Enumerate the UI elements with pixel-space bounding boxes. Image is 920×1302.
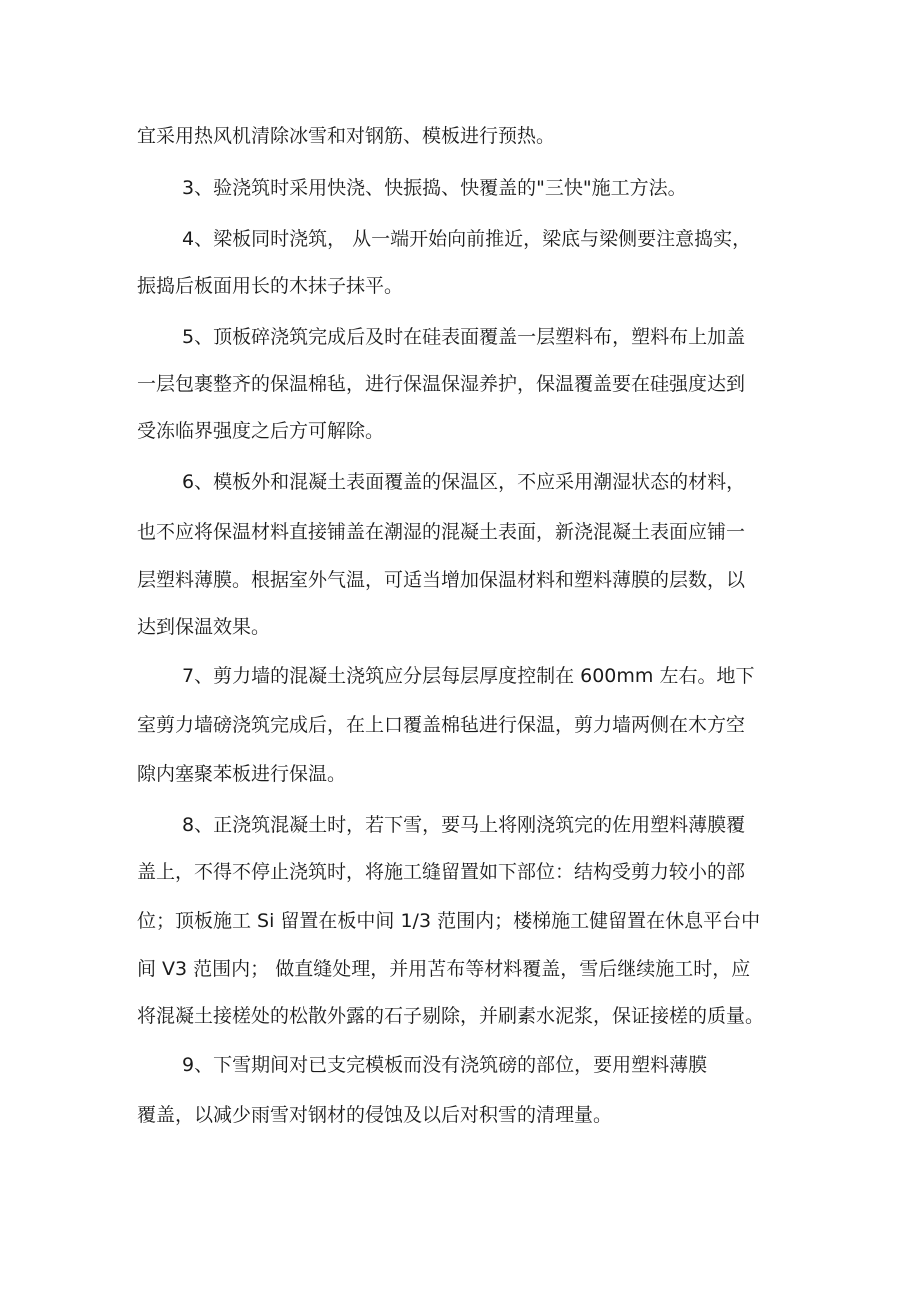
text-line: 振捣后板面用长的木抹子抹平。: [137, 275, 404, 297]
text-line: 受冻临界强度之后方可解除。: [137, 420, 385, 442]
text-line: 9、下雪期间对已支完模板而没有浇筑磅的部位，要用塑料薄膜: [182, 1054, 708, 1076]
text-line: 室剪力墙磅浇筑完成后，在上口覆盖棉毡进行保温，剪力墙两侧在木方空: [137, 714, 746, 736]
text-line: 达到保温效果。: [137, 616, 271, 638]
text-line: 6、模板外和混凝土表面覆盖的保温区，不应采用潮湿状态的材料，: [182, 471, 746, 493]
text-line: 3、验浇筑时采用快浇、快振捣、快覆盖的"三快"施工方法。: [182, 177, 687, 199]
text-line: 一层包裹整齐的保温棉毡，进行保温保湿养护，保温覆盖要在硅强度达到: [137, 373, 746, 395]
text-line: 5、顶板碎浇筑完成后及时在硅表面覆盖一层塑料布，塑料布上加盖: [182, 326, 746, 348]
text-line: 盖上，不得不停止浇筑时，将施工缝留置如下部位：结构受剪力较小的部: [137, 861, 746, 883]
text-line: 层塑料薄膜。根据室外气温，可适当增加保温材料和塑料薄膜的层数，以: [137, 569, 746, 591]
text-line: 7、剪力墙的混凝土浇筑应分层每层厚度控制在 600mm 左右。地下: [182, 665, 755, 687]
text-line: 位；顶板施工 Si 留置在板中间 1/3 范围内；楼梯施工健留置在休息平台中: [137, 910, 761, 932]
text-line: 覆盖，以减少雨雪对钢材的侵蚀及以后对积雪的清理量。: [137, 1104, 613, 1126]
text-line: 8、正浇筑混凝土时，若下雪，要马上将刚浇筑完的佐用塑料薄膜覆: [182, 814, 746, 836]
text-line: 也不应将保温材料直接铺盖在潮湿的混凝土表面，新浇混凝土表面应铺一: [137, 521, 746, 543]
text-line: 隙内塞聚苯板进行保温。: [137, 763, 347, 785]
text-line: 宜采用热风机清除冰雪和对钢筋、模板进行预热。: [137, 125, 556, 147]
text-line: 间 V3 范围内； 做直缝处理，并用苫布等材料覆盖，雪后继续施工时，应: [137, 958, 751, 980]
text-line: 将混凝土接槎处的松散外露的石子剔除，并刷素水泥浆，保证接槎的质量。: [137, 1005, 765, 1027]
text-line: 4、梁板同时浇筑， 从一端开始向前推近，梁底与梁侧要注意捣实，: [182, 228, 752, 250]
